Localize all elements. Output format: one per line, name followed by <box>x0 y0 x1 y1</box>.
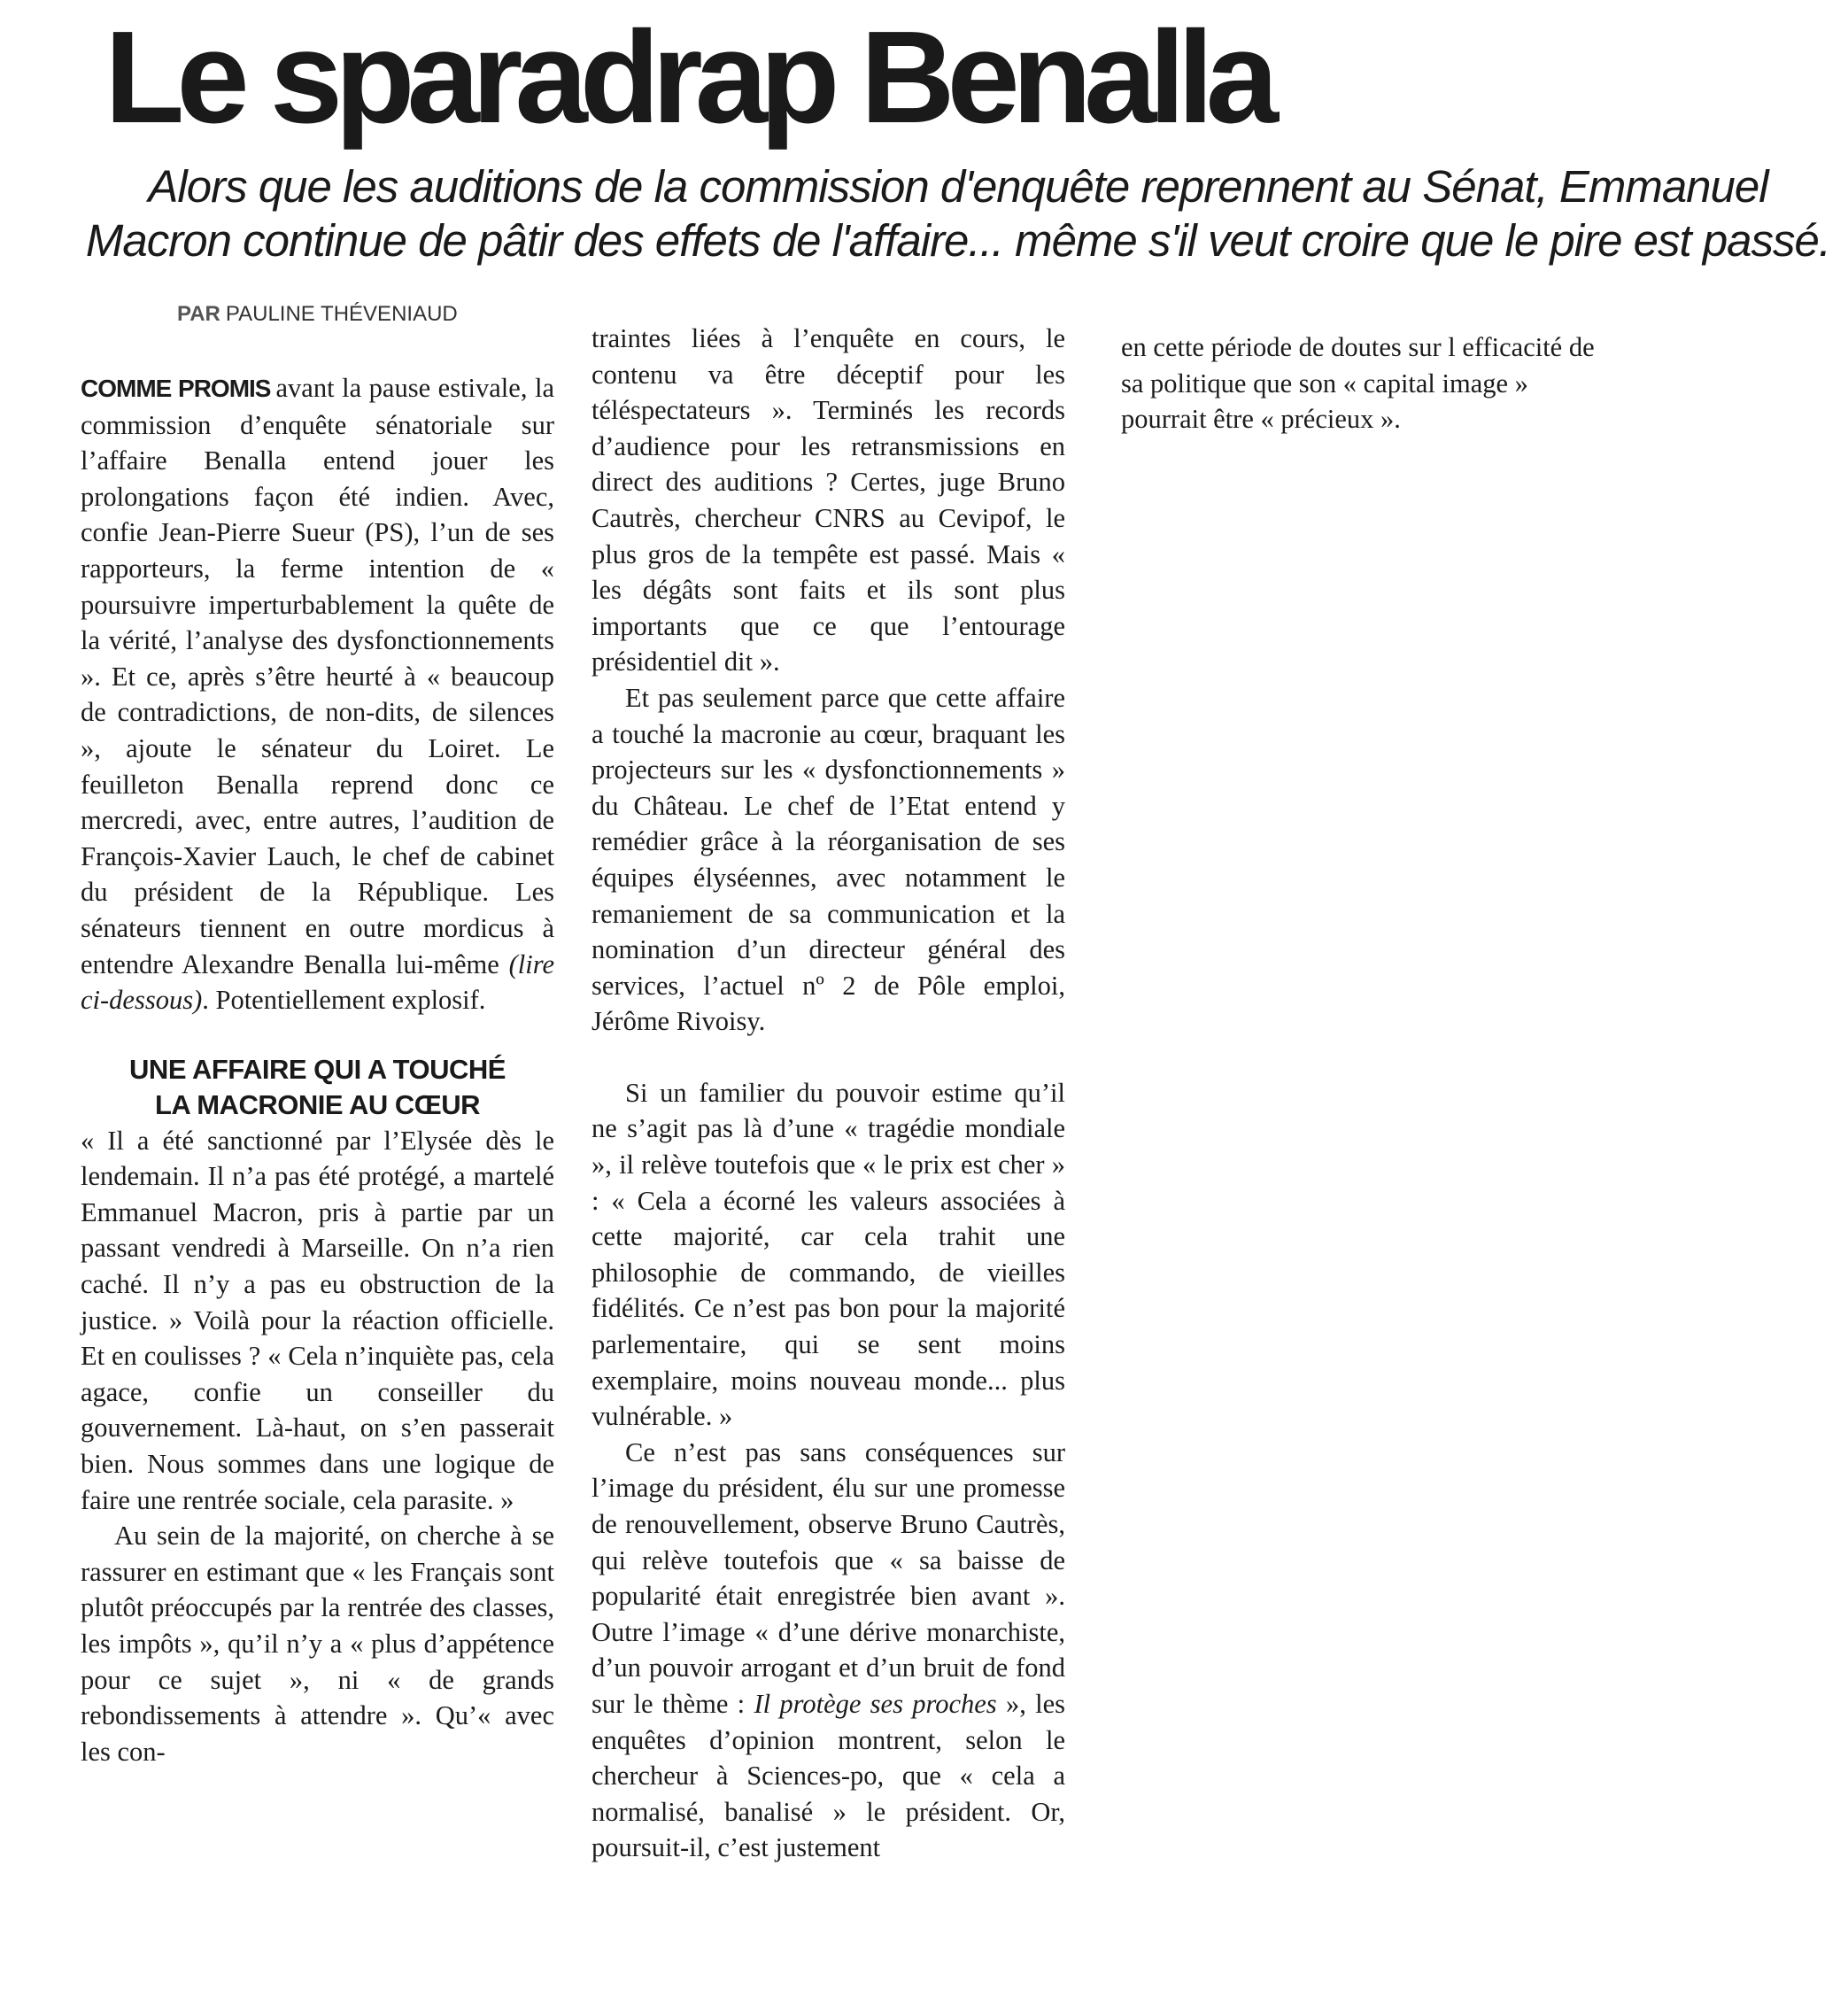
lead-in: COMME PROMIS <box>81 375 271 402</box>
byline-author: PAULINE THÉVENIAUD <box>225 302 458 326</box>
article-column-1 <box>81 370 554 1769</box>
headline: Le sparadrap Benalla <box>104 4 1272 151</box>
standfirst: Alors que les auditions de la commission d'enquête reprennent au Sénat, Emmanuel Macron continue de pâtir des effets de l'affaire... même s'il veut croire que le pire est passé. <box>85 161 1831 266</box>
paragraph-1-end: . Potentiellement explosif. <box>202 985 486 1016</box>
article-column-2 <box>592 321 1065 1866</box>
byline-prefix: PAR <box>177 302 220 326</box>
paragraph-7-end: », les enquêtes d’opinion montrent, selon le chercheur à Sciences-po, que « cela a normalisé, banalisé » le président. Or, poursuit-il, c’est justement <box>592 1688 1066 1863</box>
paragraph-7-text: Ce n’est pas sans conséquences sur l’image du président, élu sur une promesse de renouvellement, observe Bruno Cautrès, qui relève toutefois que « sa baisse de popularité était enregistrée bien avant ». Outre l’image « d’une dérive monarchiste, d’un pouvoir arrogant et d’un bruit de fond sur le thème : <box>592 1436 1065 1719</box>
paragraph-7 <box>592 1435 1065 1866</box>
paragraph-3: Au sein de la majorité, on cherche à se rassurer en estimant que « les Français sont plutôt préoccupés par la rentrée des classes, les impôts », qu’il n’y a « plus d’appétence pour ce sujet », ni « de grands rebondissements à attendre ». Qu’« avec les con- <box>81 1521 554 1767</box>
paragraph-4: traintes liées à l’enquête en cours, le contenu va être déceptif pour les téléspectateurs ». Terminés les records d’audience pour les retransmissions en direct des auditions ? Certes, juge Bruno Cautrès, chercheur CNRS au Cevipof, le plus gros de la tempête est passé. Mais « les dégâts sont faits et ils sont plus importants que ce que l’entourage présidentiel dit ». <box>592 323 1065 677</box>
byline <box>177 301 458 328</box>
subheading <box>81 1052 554 1123</box>
paragraph-6: Si un familier du pouvoir estime qu’il ne s’agit pas là d’une « tragédie mondiale », il relève toutefois que « le prix est cher » : « Cela a écorné les valeurs associées à cette majorité, car cela trahit une philosophie de commando, de vieilles fidélités. Ce n’est pas bon pour la majorité parlementaire, qui se sent moins exemplaire, moins nouveau monde... plus vulnérable. » <box>592 1077 1065 1432</box>
quoted-theme: Il protège ses proches <box>754 1688 997 1719</box>
subheading-line-2: LA MACRONIE AU CŒUR <box>154 1088 481 1120</box>
subheading-line-1: UNE AFFAIRE QUI A TOUCHÉ <box>129 1053 506 1085</box>
paragraph-1-text: avant la pause estivale, la commission d’enquête sénatoriale sur l’affaire Benalla entend jouer les prolongations façon été indien. Avec, confie Jean-Pierre Sueur (PS), l’un de ses rapporteurs, la ferme intention de « poursuivre imperturbablement la quête de la vérité, l’analyse des dysfonctionnements ». Et ce, après s’être heurté à « beaucoup de contradictions, de non-dits, de silences », ajoute le sénateur du Loiret. Le feuilleton Benalla reprend donc ce mercredi, avec, entre autres, l’audition de François-Xavier Lauch, le chef de cabinet du président de la République. Les sénateurs tiennent en outre mordicus à entendre Alexandre Benalla lui-même <box>81 373 555 979</box>
paragraph-1 <box>81 370 554 1018</box>
cross-reference: (lire ci-dessous) <box>81 948 554 1016</box>
paragraph-5: Et pas seulement parce que cette affaire a touché la macronie au cœur, braquant les projecteurs sur les « dysfonctionnements » du Château. Le chef de l’Etat entend y remédier grâce à la réorganisation de ses équipes élyséennes, avec notamment le remaniement de sa communication et la nomination d’un directeur général des services, l’actuel nº 2 de Pôle emploi, Jérôme Rivoisy. <box>592 682 1065 1037</box>
paragraph-8: en cette période de doutes sur l efficacité de sa politique que son « capital image » pourrait être « précieux ». <box>1121 332 1595 435</box>
paragraph-2: « Il a été sanctionné par l’Elysée dès le lendemain. Il n’a pas été protégé, a martelé Emmanuel Macron, pris à partie par un passant vendredi à Marseille. On n’a rien caché. Il n’y a pas eu obstruction de la justice. » Voilà pour la réaction officielle. Et en coulisses ? « Cela n’inquiète pas, cela agace, confie un conseiller du gouvernement. Là-haut, on s’en passerait bien. Nous sommes dans une logique de faire une rentrée sociale, cela parasite. » <box>81 1125 554 1515</box>
article-column-3 <box>1121 329 1599 437</box>
